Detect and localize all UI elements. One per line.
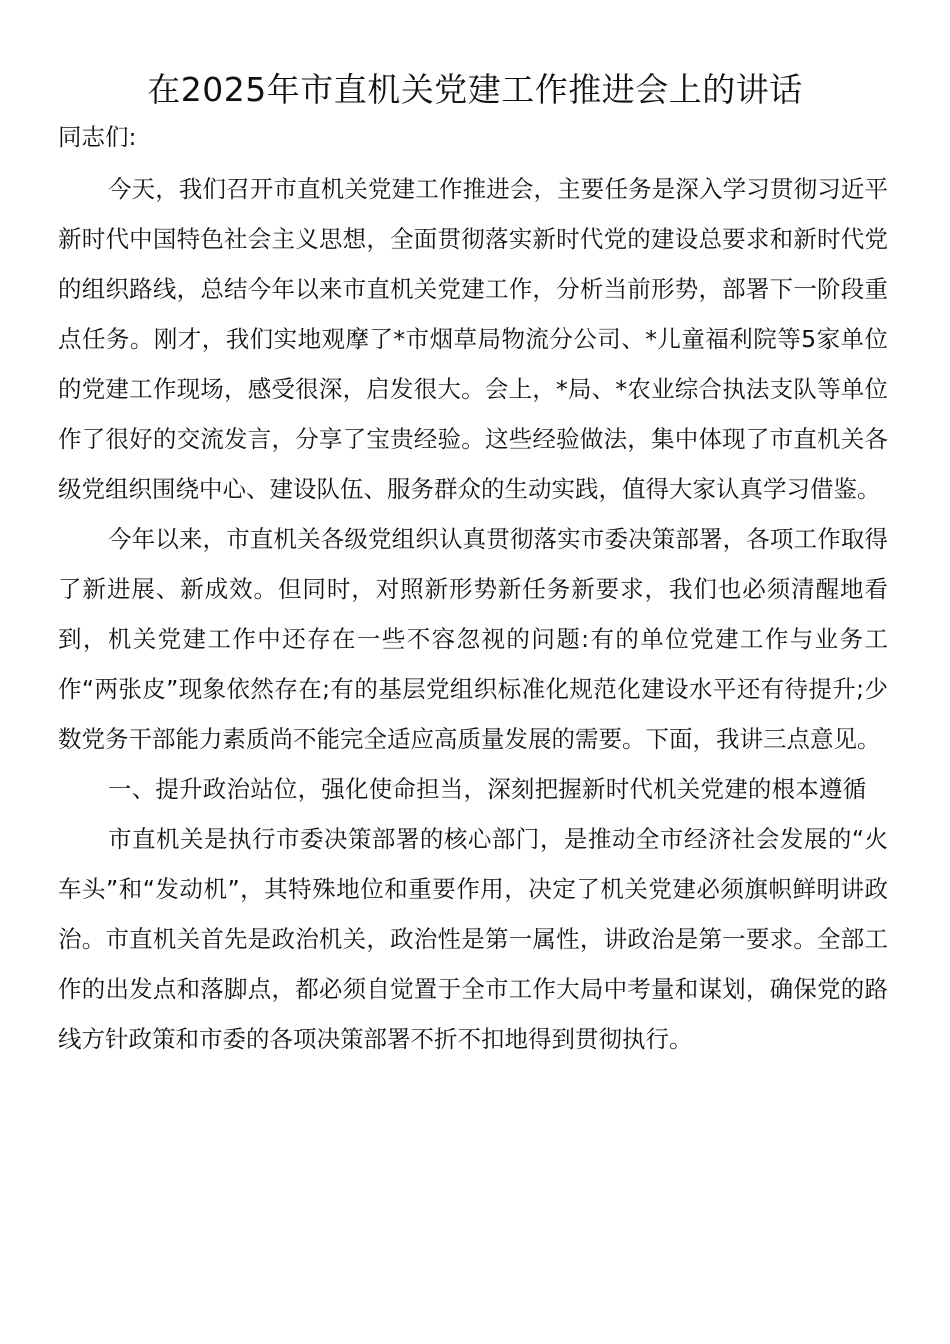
greeting: 同志们: <box>58 123 137 151</box>
paragraph-section-1: 市直机关是执行市委决策部署的核心部门，是推动全市经济社会发展的“火车头”和“发动机”，其特殊地位和重要作用，决定了机关党建必须旗帜鲜明讲政治。市直机关首先是政治机关，政治性是第一属性，讲政治是第一要求。全部工作的出发点和落脚点，都必须自觉置于全市工作大局中考量和谋划，确保党的路线方针政策和市委的各项决策部署不折不扣地得到贯彻执行。 <box>58 825 888 1053</box>
section-heading-1: 一、提升政治站位，强化使命担当，深刻把握新时代机关党建的根本遵循 <box>108 775 867 803</box>
paragraph-problems: 今年以来，市直机关各级党组织认真贯彻落实市委决策部署，各项工作取得了新进展、新成效。但同时，对照新形势新任务新要求，我们也必须清醒地看到，机关党建工作中还存在一些不容忽视的问题:有的单位党建工作与业务工作“两张皮”现象依然存在;有的基层党组织标准化规范化建设水平还有待提升;少数党务干部能力素质尚不能完全适应高质量发展的需要。下面，我讲三点意见。 <box>58 525 888 753</box>
document-body <box>58 114 888 1064</box>
paragraph-intro: 今天，我们召开市直机关党建工作推进会，主要任务是深入学习贯彻习近平新时代中国特色社会主义思想，全面贯彻落实新时代党的建设总要求和新时代党的组织路线，总结今年以来市直机关党建工作，分析当前形势，部署下一阶段重点任务。刚才，我们实地观摩了*市烟草局物流分公司、*儿童福利院等5家单位的党建工作现场，感受很深，启发很大。会上，*局、*农业综合执法支队等单位作了很好的交流发言，分享了宝贵经验。这些经验做法，集中体现了市直机关各级党组织围绕中心、建设队伍、服务群众的生动实践，值得大家认真学习借鉴。 <box>58 175 888 503</box>
document-title: 在2025年市直机关党建工作推进会上的讲话 <box>147 70 803 109</box>
